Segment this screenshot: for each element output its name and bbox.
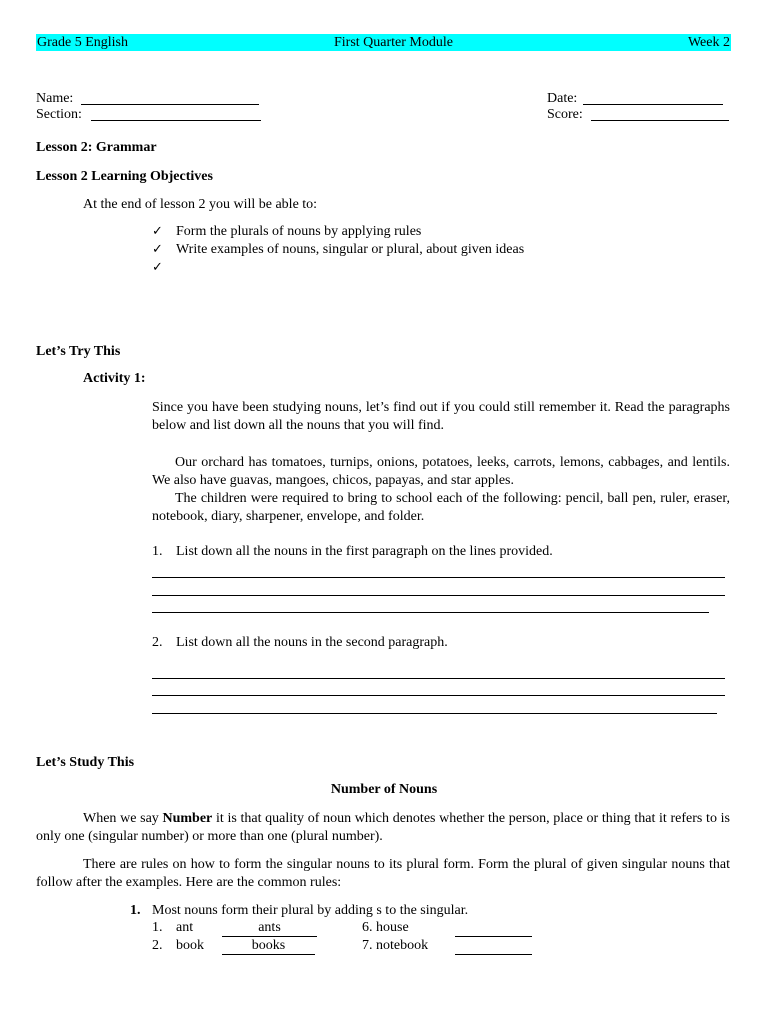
header-week: Week 2 (687, 35, 730, 50)
objectives-intro: At the end of lesson 2 you will be able to: (83, 197, 318, 212)
q1-number: 1. (152, 544, 163, 559)
header-subject: Grade 5 English (37, 35, 128, 50)
example-answer[interactable]: ants (222, 920, 317, 937)
name-field[interactable] (81, 104, 259, 105)
header-band (36, 34, 731, 51)
rule1-number: 1. (130, 903, 141, 918)
objectives-title: Lesson 2 Learning Objectives (36, 169, 213, 184)
number-definition (36, 810, 730, 846)
example-word: book (176, 938, 204, 953)
example-word: ant (176, 920, 194, 935)
try-title: Let’s Try This (36, 344, 121, 359)
paragraph-2: The children were required to bring to school each of the following: pencil, ball pen, ruler, eraser, notebook, diary, sharpener, envelope, and folder. (152, 491, 730, 524)
number-of-nouns-title: Number of Nouns (330, 782, 438, 797)
answer-line[interactable] (152, 612, 709, 613)
answer-line[interactable] (152, 695, 725, 696)
q2-text: List down all the nouns in the second paragraph. (176, 635, 448, 650)
rule1-text: Most nouns form their plural by adding s to the singular. (152, 903, 469, 918)
example-answer[interactable] (455, 938, 532, 955)
objective-item: Form the plurals of nouns by applying rules (176, 224, 422, 239)
answer-line[interactable] (152, 595, 725, 596)
section-field[interactable] (91, 120, 261, 121)
definition-term: Number (162, 811, 213, 826)
check-icon: ✓ (152, 241, 163, 256)
definition-post: it is that quality of noun which denotes whether the person, place or thing that it refers to is only one (singular number) or more than one (plural number). (36, 811, 730, 844)
example-number: 1. (152, 920, 163, 935)
score-field[interactable] (591, 120, 729, 121)
example-word: notebook (376, 938, 429, 953)
date-field[interactable] (583, 104, 723, 105)
lesson-title: Lesson 2: Grammar (36, 140, 157, 155)
answer-line[interactable] (152, 577, 725, 578)
q2-number: 2. (152, 635, 163, 650)
answer-line[interactable] (152, 678, 725, 679)
study-title: Let’s Study This (36, 755, 135, 770)
activity-intro: Since you have been studying nouns, let’s find out if you could still remember it. Read the paragraphs below and list down all the nouns that you will find. (152, 400, 730, 433)
example-word: house (376, 920, 409, 935)
example-answer[interactable] (455, 920, 532, 937)
example-number: 6. (362, 920, 373, 935)
definition-pre: When we say (83, 811, 163, 826)
check-icon: ✓ (152, 223, 163, 238)
example-number: 2. (152, 938, 163, 953)
name-label: Name: (36, 91, 74, 106)
example-answer[interactable]: books (222, 938, 315, 955)
objective-item: Write examples of nouns, singular or plural, about given ideas (176, 242, 525, 257)
score-label: Score: (547, 107, 583, 122)
example-number: 7. (362, 938, 373, 953)
date-label: Date: (547, 91, 578, 106)
check-icon: ✓ (152, 259, 163, 274)
rules-intro: There are rules on how to form the singular nouns to its plural form. Form the plural of given singular nouns that follow after the examples. Here are the common rules: (36, 857, 730, 890)
section-label: Section: (36, 107, 82, 122)
answer-line[interactable] (152, 713, 717, 714)
header-module: First Quarter Module (334, 35, 453, 50)
activity-title: Activity 1: (83, 371, 146, 386)
q1-text: List down all the nouns in the first paragraph on the lines provided. (176, 544, 553, 559)
paragraph-1: Our orchard has tomatoes, turnips, onions, potatoes, leeks, carrots, lemons, cabbages, and lentils. We also have guavas, mangoes, chicos, papayas, and star apples. (152, 455, 730, 488)
